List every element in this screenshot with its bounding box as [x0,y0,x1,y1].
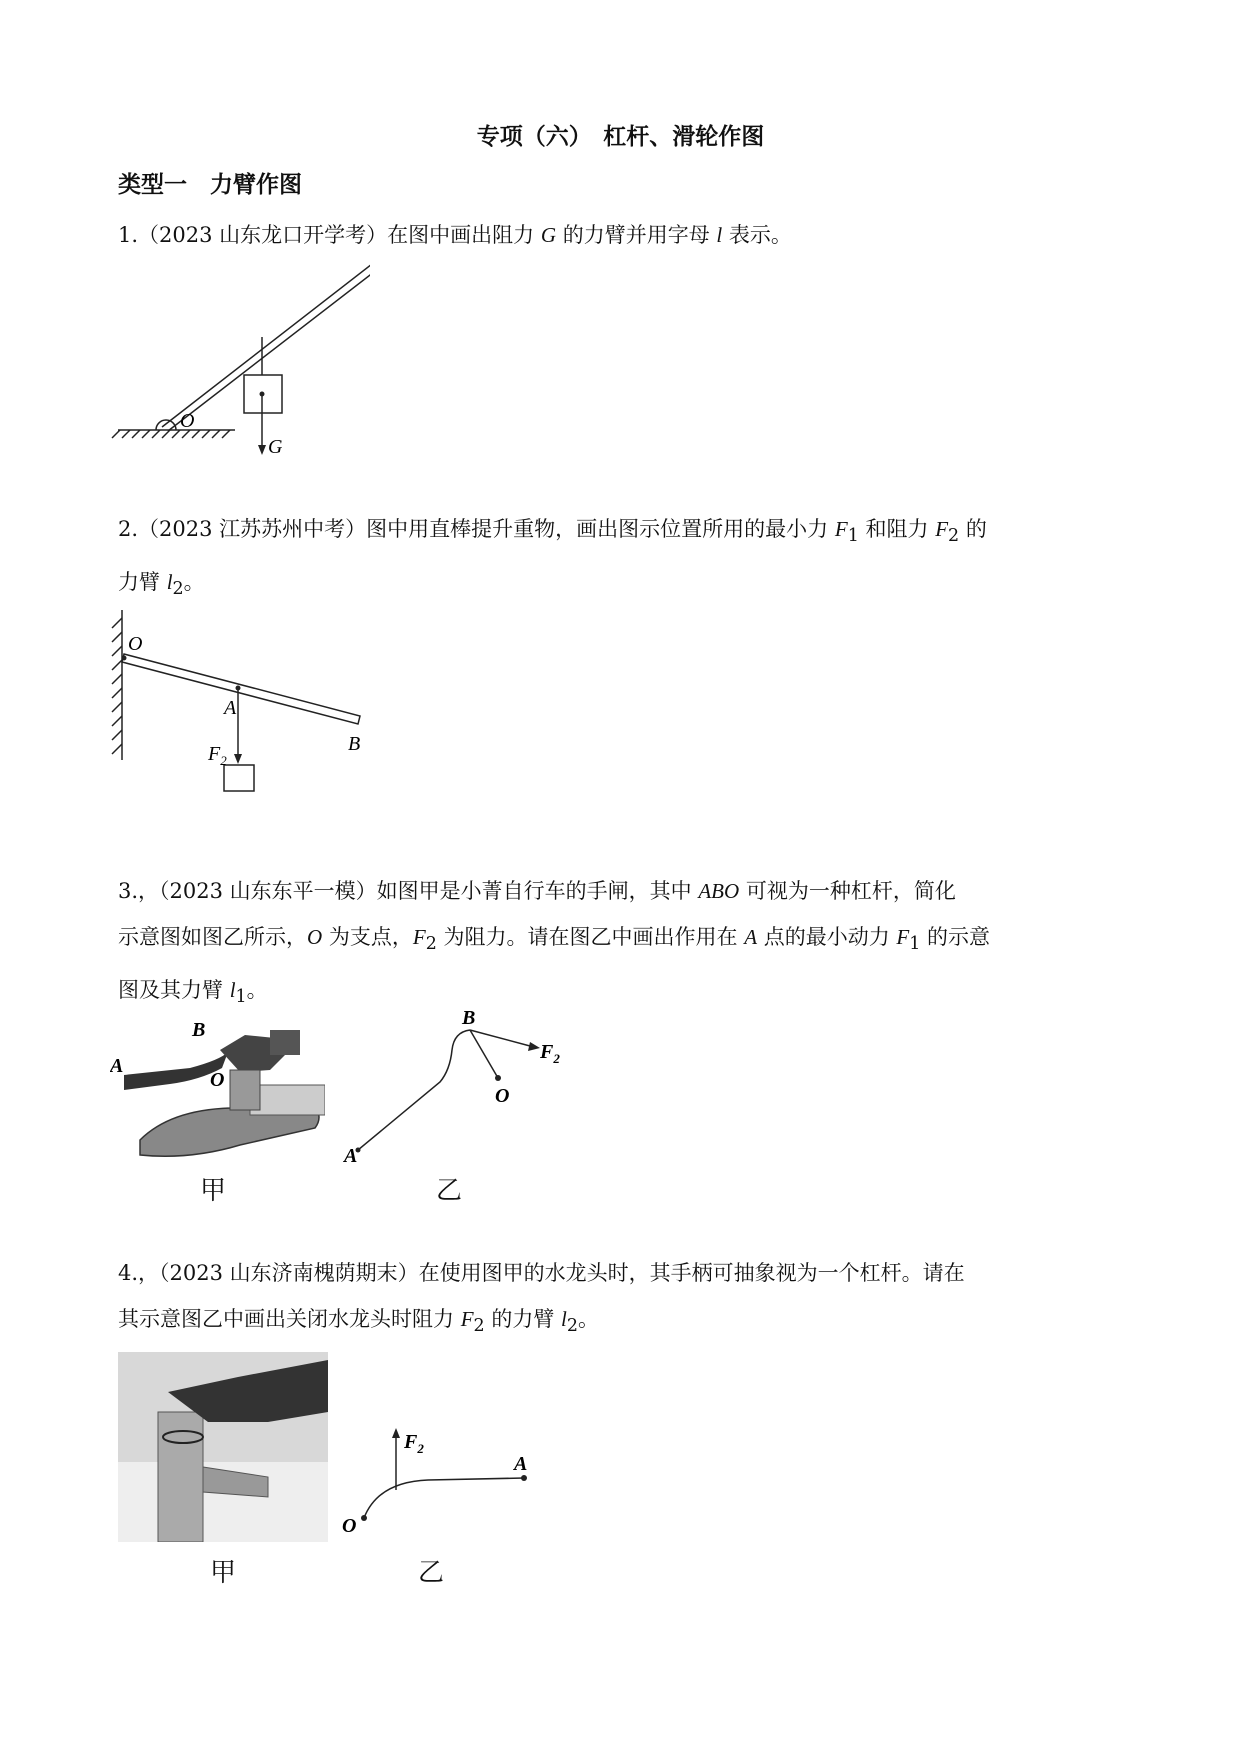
question-1: 1.（2023 山东龙口开学考）在图中画出阻力 G 的力臂并用字母 l 表示。 [118,223,792,247]
label-b: B [462,1010,476,1029]
label-b: B [192,1019,206,1041]
question-number: 3.， [118,879,160,903]
figure-1-lever [110,255,370,465]
caption-jia: 甲 [200,1176,227,1206]
section-heading: 类型一 力臂作图 [118,172,302,198]
question-source: （2023 山东东平一模） [159,879,377,903]
question-4: 4.，（2023 山东济南槐荫期末）在使用图甲的水龙头时，其手柄可抽象视为一个杠杆。请在 其示意图乙中画出关闭水龙头时阻力 $F_2$ 的力臂 $l_2$。 [118,1261,965,1337]
question-number: 1. [118,223,139,247]
label-a: A [344,1145,358,1167]
force-label-f2: $F_2$ [208,743,227,768]
pivot-label-o: O [180,410,195,432]
question-source: （2023 江苏苏州中考） [138,517,367,541]
figure-4-schematic [338,1420,548,1540]
caption-yi: 乙 [436,1176,463,1206]
label-o: O [495,1085,510,1107]
pivot-label-o: O [128,633,143,655]
question-number: 4.， [118,1261,160,1285]
question-source: （2023 山东济南槐荫期末） [159,1261,419,1285]
caption-jia: 甲 [210,1558,237,1588]
label-a: A [110,1055,124,1077]
page-title: 专项（六） 杠杆、滑轮作图 [476,124,765,150]
figure-3-photo-brake [110,1010,325,1160]
label-a: A [514,1453,528,1475]
point-label-b: B [348,733,361,755]
figure-4-photo-faucet [118,1352,328,1542]
question-source: （2023 山东龙口开学考） [138,223,388,247]
label-o: O [342,1515,357,1537]
label-f2: $F_2$ [404,1431,424,1456]
force-label-g: G [268,436,283,458]
figure-2-lever [110,610,380,800]
caption-yi: 乙 [418,1558,445,1588]
question-number: 2. [118,517,139,541]
figure-3-schematic [340,1010,570,1170]
label-o: O [210,1069,225,1091]
label-f2: $F_2$ [540,1041,560,1066]
point-label-a: A [224,697,237,719]
question-3: 3.，（2023 山东东平一模）如图甲是小菁自行车的手闸，其中 ABO 可视为一种杠杆，简化 示意图如图乙所示，O 为支点，$F_2$ 为阻力。请在图乙中画出作用在 A 点的最小动力 $F_1$ 的示意 图及其力臂 $l_1$。 [118,879,991,1008]
question-2: 2.（2023 江苏苏州中考）图中用直棒提升重物，画出图示位置所用的最小力 $F_1$ 和阻力 $F_2$ 的 力臂 $l_2$。 [118,517,987,600]
